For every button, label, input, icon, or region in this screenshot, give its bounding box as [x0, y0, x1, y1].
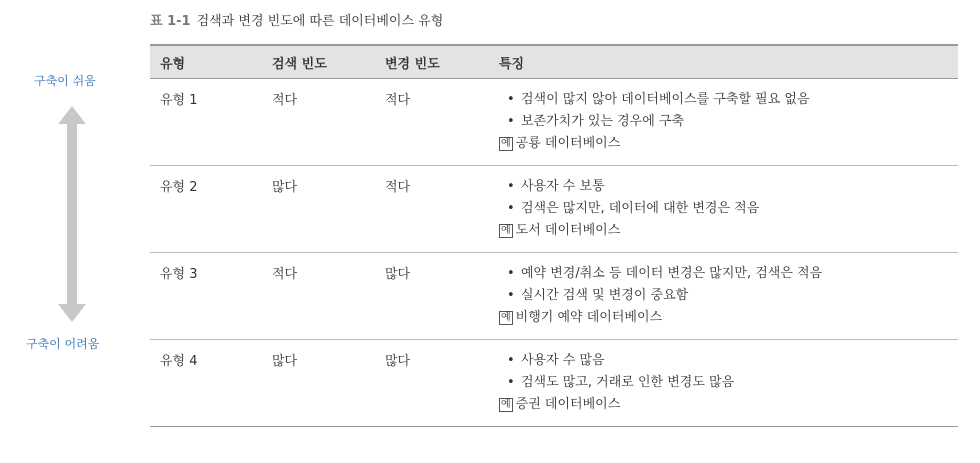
example-text: 비행기 예약 데이터베이스: [515, 310, 663, 325]
table-row: [150, 340, 958, 427]
change-frequency-cell: 적다: [375, 166, 489, 253]
feature-item: • 검색은 많지만, 데이터에 대한 변경은 적음: [507, 201, 760, 216]
change-frequency-cell: 적다: [375, 79, 489, 166]
features-list: [499, 263, 958, 307]
change-frequency-cell: 많다: [375, 340, 489, 427]
example-line: [499, 394, 958, 416]
type-cell: 유형 4: [150, 340, 262, 427]
example-line: [499, 307, 958, 329]
type-cell: 유형 1: [150, 79, 262, 166]
search-frequency-cell: 적다: [262, 79, 375, 166]
example-mark-icon: 예: [501, 138, 511, 149]
search-frequency-cell: 적다: [262, 253, 375, 340]
example-mark-icon: 예: [501, 312, 511, 323]
features-cell: [489, 166, 958, 253]
table-number: 표 1-1: [150, 14, 191, 29]
type-cell: 유형 2: [150, 166, 262, 253]
change-frequency-cell: 많다: [375, 253, 489, 340]
feature-item: • 예약 변경/취소 등 데이터 변경은 많지만, 검색은 적음: [507, 266, 823, 281]
table-caption: [150, 10, 443, 29]
easy-build-label: 구축이 쉬움: [34, 74, 96, 88]
search-frequency-cell: 많다: [262, 166, 375, 253]
table-header-row: [150, 45, 958, 79]
table-row: [150, 253, 958, 340]
example-mark-icon: 예: [501, 399, 511, 410]
features-list: [499, 89, 958, 133]
feature-item: • 보존가치가 있는 경우에 구축: [507, 114, 685, 129]
features-cell: [489, 253, 958, 340]
database-type-table: [150, 44, 958, 427]
example-line: [499, 133, 958, 155]
feature-item: • 실시간 검색 및 변경이 중요함: [507, 288, 689, 303]
header-change-frequency: 변경 빈도: [375, 45, 489, 79]
feature-item: • 검색도 많고, 거래로 인한 변경도 많음: [507, 375, 735, 390]
features-list: [499, 350, 958, 394]
table-title: 검색과 변경 빈도에 따른 데이터베이스 유형: [196, 14, 444, 29]
header-search-frequency: 검색 빈도: [262, 45, 375, 79]
example-text: 도서 데이터베이스: [515, 223, 621, 238]
table-row: [150, 79, 958, 166]
header-features: 특징: [489, 45, 958, 79]
header-type: 유형: [150, 45, 262, 79]
search-frequency-cell: 많다: [262, 340, 375, 427]
hard-build-label: 구축이 어려움: [26, 337, 100, 351]
example-text: 증권 데이터베이스: [515, 397, 621, 412]
features-cell: [489, 340, 958, 427]
feature-item: • 사용자 수 많음: [507, 353, 605, 368]
feature-item: • 검색이 많지 않아 데이터베이스를 구축할 필요 없음: [507, 92, 810, 107]
example-line: [499, 220, 958, 242]
double-arrow-icon: [58, 106, 86, 322]
feature-item: • 사용자 수 보통: [507, 179, 605, 194]
table-row: [150, 166, 958, 253]
example-text: 공룡 데이터베이스: [515, 136, 621, 151]
features-list: [499, 176, 958, 220]
example-mark-icon: 예: [501, 225, 511, 236]
type-cell: 유형 3: [150, 253, 262, 340]
features-cell: [489, 79, 958, 166]
